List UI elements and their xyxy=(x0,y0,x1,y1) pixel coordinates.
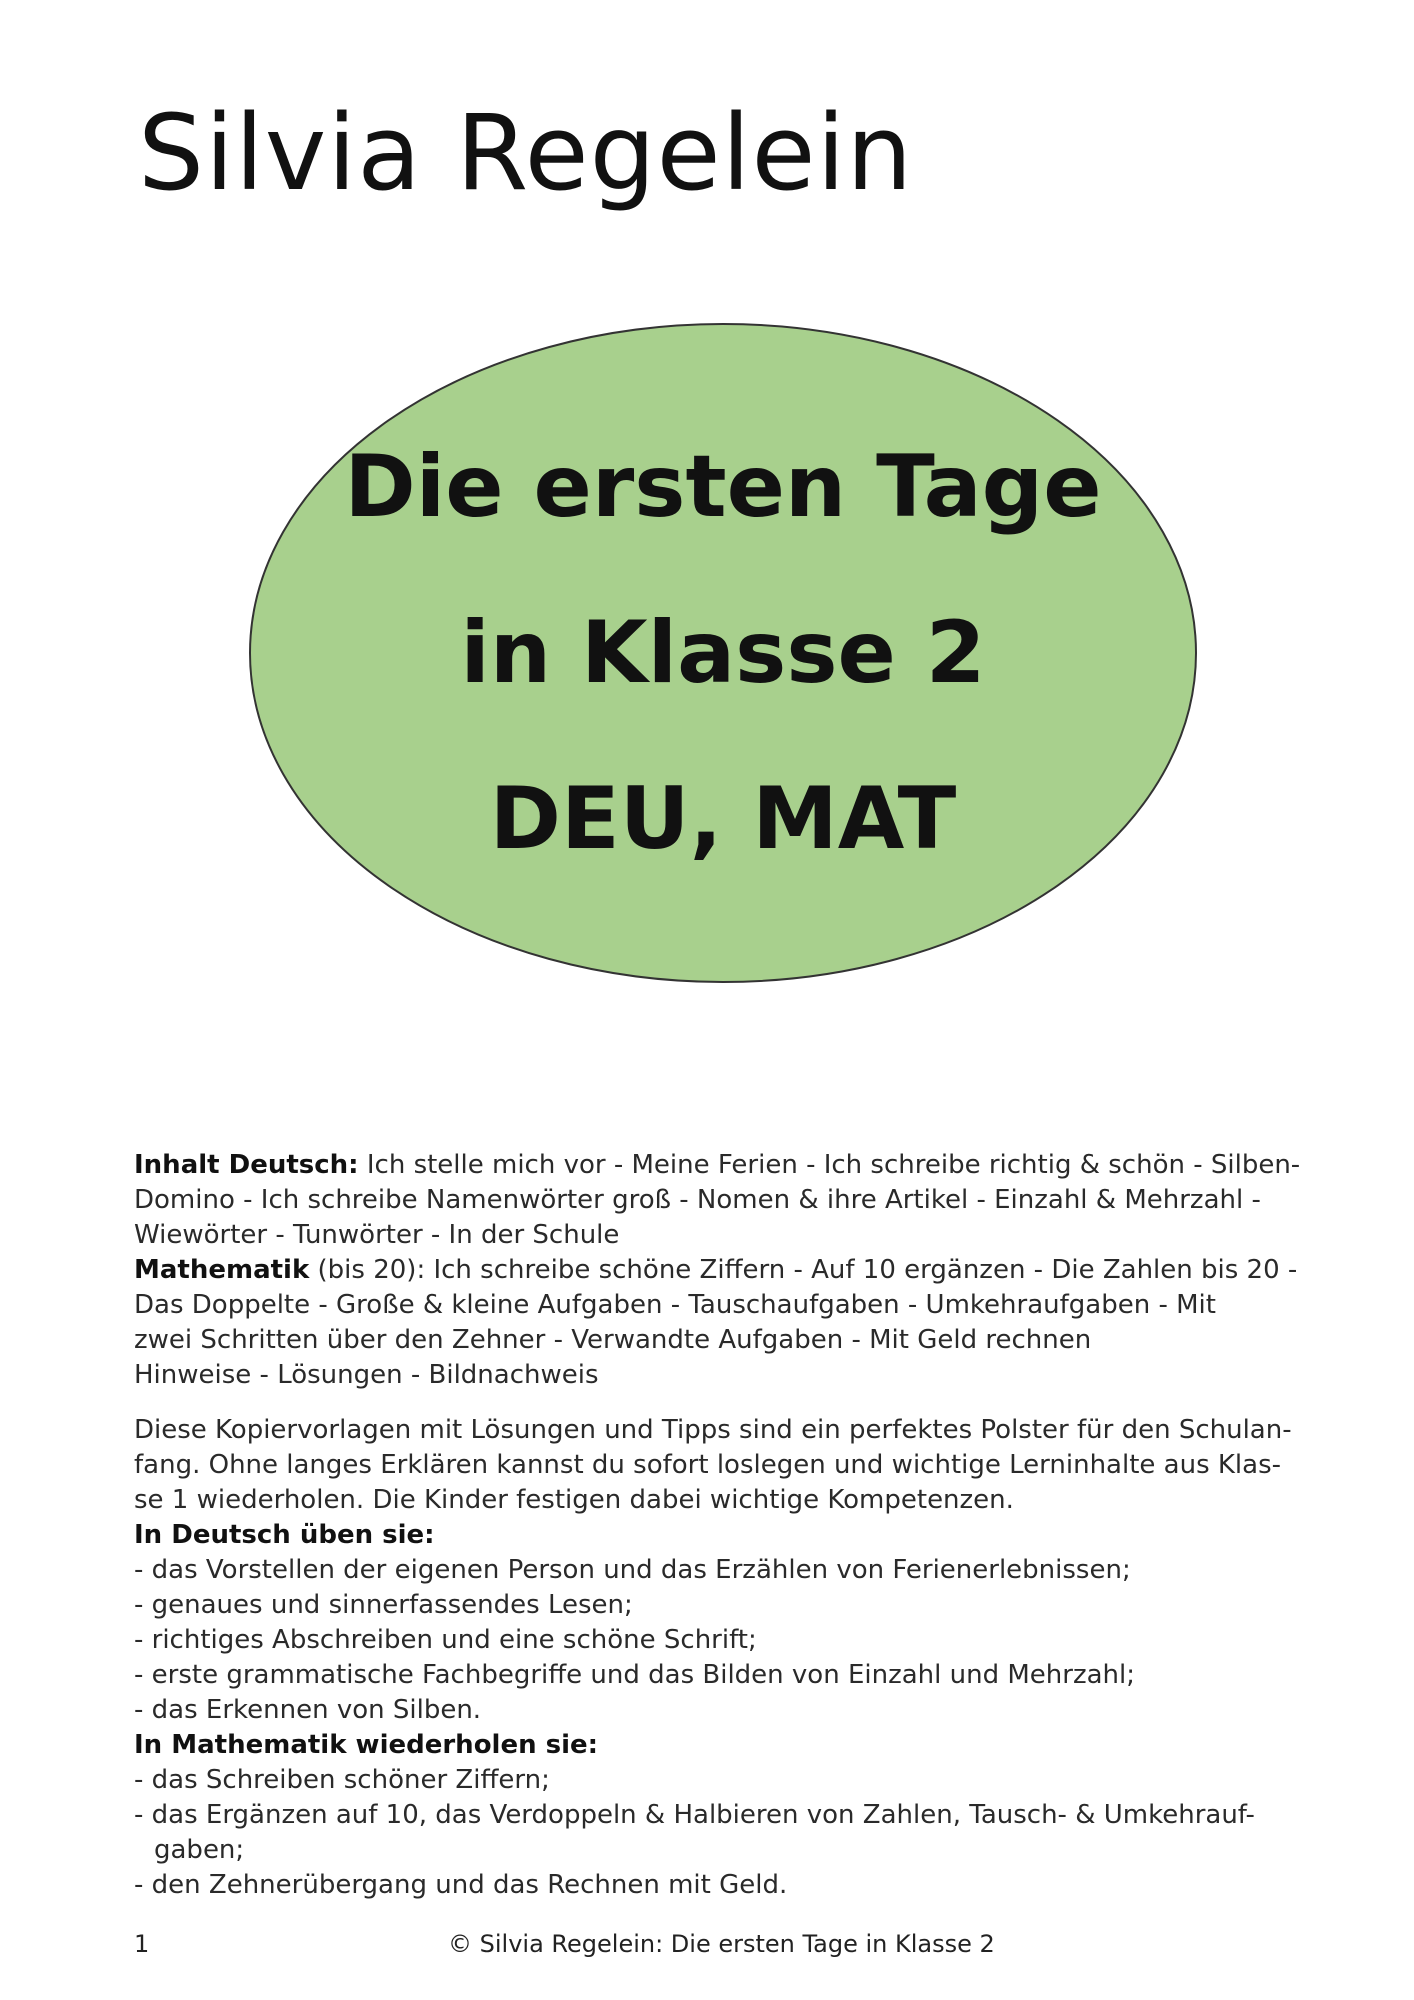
list-item: - das Vorstellen der eigenen Person und das Erzählen von Ferienerlebnissen; xyxy=(134,1555,1131,1585)
deutsch-contents xyxy=(134,1148,1314,1253)
list-item: - richtiges Abschreiben und eine schöne Schrift; xyxy=(134,1625,757,1655)
mathe-label: Mathematik xyxy=(134,1255,310,1285)
deutsch-line: Wiewörter - Tunwörter - In der Schule xyxy=(134,1220,620,1250)
mathe-line: Das Doppelte - Große & kleine Aufgaben - Tauschaufgaben - Umkehraufgaben - Mit xyxy=(134,1290,1216,1320)
list-item: - genaues und sinnerfassendes Lesen; xyxy=(134,1590,633,1620)
title-block xyxy=(248,322,1198,984)
title-line-1: Die ersten Tage xyxy=(344,437,1102,537)
deutsch-label: Inhalt Deutsch: xyxy=(134,1150,359,1180)
mathe-line: Hinweise - Lösungen - Bildnachweis xyxy=(134,1360,599,1390)
list-item: - erste grammatische Fachbegriffe und das Bilden von Einzahl und Mehrzahl; xyxy=(134,1660,1135,1690)
intro-paragraph xyxy=(134,1413,1314,1518)
mathe-heading: In Mathematik wiederholen sie: xyxy=(134,1730,599,1760)
copyright-notice: © Silvia Regelein: Die ersten Tage in Klasse 2 xyxy=(448,1930,995,1958)
intro-line: fang. Ohne langes Erklären kannst du sofort loslegen und wichtige Lerninhalte aus Klas- xyxy=(134,1450,1282,1480)
intro-line: se 1 wiederholen. Die Kinder festigen dabei wichtige Kompetenzen. xyxy=(134,1485,1014,1515)
list-item: - das Schreiben schöner Ziffern; xyxy=(134,1765,550,1795)
title-line-2: in Klasse 2 xyxy=(460,603,986,703)
list-item: - das Erkennen von Silben. xyxy=(134,1695,482,1725)
mathe-line: zwei Schritten über den Zehner - Verwandte Aufgaben - Mit Geld rechnen xyxy=(134,1325,1092,1355)
list-item: - das Ergänzen auf 10, das Verdoppeln & Halbieren von Zahlen, Tausch- & Umkehrauf-gaben; xyxy=(134,1800,1255,1865)
title-line-3: DEU, MAT xyxy=(489,769,957,869)
content-block xyxy=(134,1148,1314,1903)
deutsch-line: Domino - Ich schreibe Namenwörter groß - Nomen & ihre Artikel - Einzahl & Mehrzahl - xyxy=(134,1185,1261,1215)
deutsch-line: Ich stelle mich vor - Meine Ferien - Ich schreibe richtig & schön - Silben- xyxy=(358,1150,1301,1180)
mathe-line: (bis 20): Ich schreibe schöne Ziffern - Auf 10 ergänzen - Die Zahlen bis 20 - xyxy=(309,1255,1298,1285)
page-number: 1 xyxy=(134,1930,150,1958)
author-name: Silvia Regelein xyxy=(138,92,914,214)
deutsch-heading: In Deutsch üben sie: xyxy=(134,1520,435,1550)
intro-line: Diese Kopiervorlagen mit Lösungen und Tipps sind ein perfektes Polster für den Schulan- xyxy=(134,1415,1292,1445)
mathe-contents xyxy=(134,1253,1314,1393)
list-item: - den Zehnerübergang und das Rechnen mit Geld. xyxy=(134,1870,788,1900)
